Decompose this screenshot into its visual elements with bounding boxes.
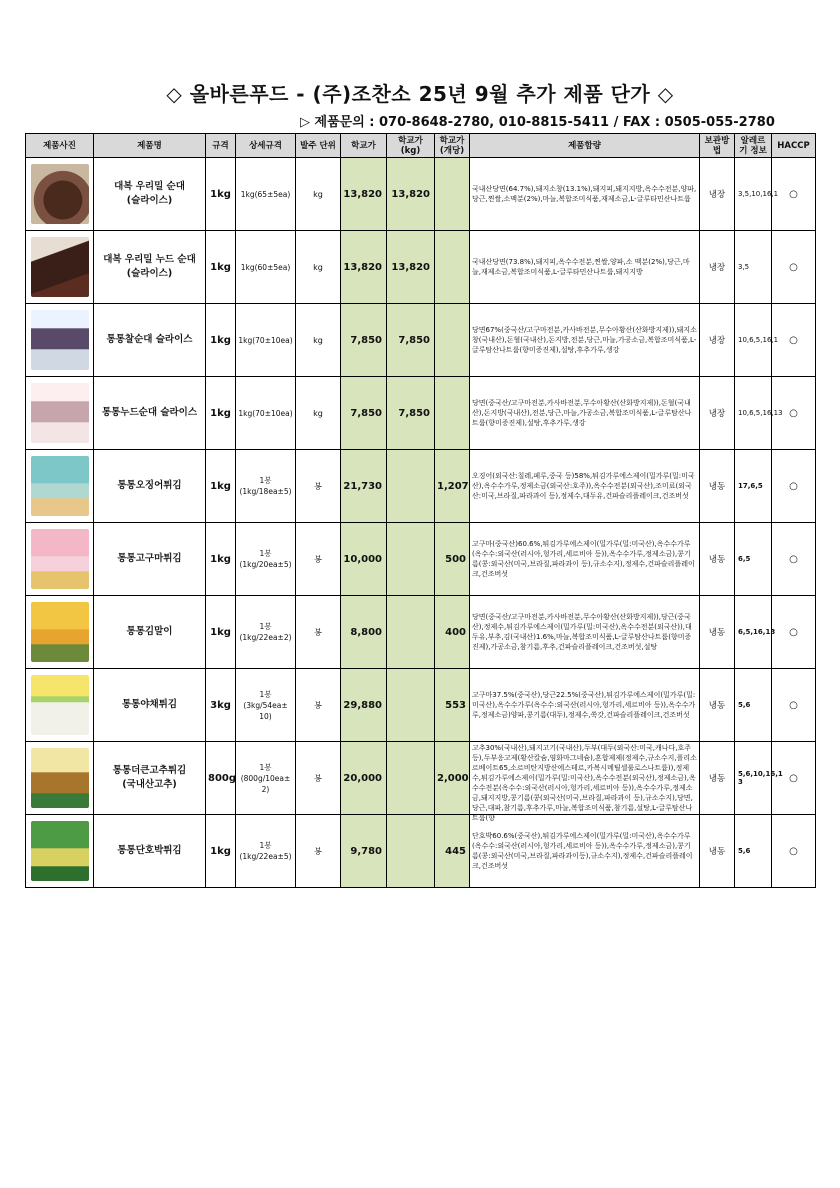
school-price-kg: [387, 669, 435, 742]
col-header-spec: 규격: [206, 134, 236, 158]
storage-method: 냉동: [700, 669, 735, 742]
ingredients-text: 국내산당면(64.7%),돼지소창(13.1%),돼지피,돼지지방,옥수수전분,양파,당근,찐쌀,소맥분(2%),마늘,복합조미식품,재제소금,L-글루타민산나트륨: [472, 185, 697, 203]
product-detail-spec: 1kg(60±5ea): [236, 231, 296, 304]
ingredients-text: 오징어(외국산:칠레,페루,중국 등)58%,튀김가루에스제이(밀가루(밀:미국산),옥수수가루,정제소금(외국산:호주)),옥수수전분(외국산),조미료(외국산:미국,브라질,파라과이 등),정제수,대두유,건파슬리플레이크,건조버섯: [472, 472, 695, 500]
haccp-mark: ○: [772, 231, 816, 304]
table-row: [26, 742, 816, 815]
order-unit: kg: [296, 377, 341, 450]
school-price: 13,820: [341, 231, 387, 304]
storage-method: 냉장: [700, 304, 735, 377]
product-detail-spec: 1kg(70±10ea): [236, 377, 296, 450]
school-price-kg: [387, 450, 435, 523]
ingredients: [470, 304, 700, 377]
allergy-info: 3,5: [735, 231, 772, 304]
col-header-price-each: 학교가 (개당): [435, 134, 470, 158]
school-price: 29,880: [341, 669, 387, 742]
product-spec: 1kg: [206, 450, 236, 523]
pumpkin-fritter-package-icon: [31, 821, 89, 881]
product-spec: 1kg: [206, 815, 236, 888]
order-unit: 봉: [296, 669, 341, 742]
school-price-each: 2,000: [435, 742, 470, 815]
product-name: 통통고구마튀김: [94, 523, 206, 596]
sundae-plate-photo-icon: [31, 164, 89, 224]
ingredients: [470, 450, 700, 523]
col-header-name: 제품명: [94, 134, 206, 158]
haccp-mark: ○: [772, 742, 816, 815]
haccp-mark: ○: [772, 523, 816, 596]
table-row: [26, 377, 816, 450]
storage-method: 냉동: [700, 450, 735, 523]
laver-roll-package-icon: [31, 602, 89, 662]
product-photo-cell: [26, 815, 94, 888]
sundae-slices-photo-icon: [31, 237, 89, 297]
school-price: 7,850: [341, 377, 387, 450]
page-title: ◇ 올바른푸드 - (주)조찬소 25년 9월 추가 제품 단가 ◇: [166, 82, 674, 106]
col-header-ingredients: 제품함량: [470, 134, 700, 158]
haccp-mark: ○: [772, 596, 816, 669]
col-header-detail: 상세규격: [236, 134, 296, 158]
table-row: [26, 669, 816, 742]
ingredients-text: 국내산당면(73.8%),돼지피,옥수수전분,찐쌀,양파,소 맥분(2%),당근,마늘,재제소금,복합조미식품,L-글루타민산나트륨,돼지지방: [472, 258, 690, 276]
storage-method: 냉동: [700, 596, 735, 669]
ingredients: [470, 669, 700, 742]
product-spec: 3kg: [206, 669, 236, 742]
storage-method: 냉동: [700, 815, 735, 888]
product-detail-spec: 1봉 (1kg/22ea±5): [236, 815, 296, 888]
school-price-each: 400: [435, 596, 470, 669]
product-name: 통통찰순대 슬라이스: [94, 304, 206, 377]
haccp-mark: ○: [772, 158, 816, 231]
table-row: [26, 231, 816, 304]
school-price: 9,780: [341, 815, 387, 888]
allergy-info: 10,6,5,16,13: [735, 377, 772, 450]
school-price: 13,820: [341, 158, 387, 231]
table-header-row: [26, 134, 816, 158]
product-photo-cell: [26, 523, 94, 596]
contact-info: ▷ 제품문의 : 070-8648-2780, 010-8815-5411 / FAX : 0505-055-2780: [300, 115, 775, 130]
school-price-kg: [387, 742, 435, 815]
school-price-each: 553: [435, 669, 470, 742]
school-price: 7,850: [341, 304, 387, 377]
product-detail-spec: 1봉 (1kg/20ea±5): [236, 523, 296, 596]
sweet-potato-fritter-package-icon: [31, 529, 89, 589]
school-price-kg: [387, 596, 435, 669]
squid-fritter-package-icon: [31, 456, 89, 516]
storage-method: 냉장: [700, 377, 735, 450]
ingredients-text: 고구마37.5%(중국산),당근22.5%(중국산),튀김가루에스제이(밀가루(밀:미국산),옥수수가루(옥수수:외국산(러시아,헝가리,세르비아 등)),옥수수가루,정제소금)양파,콩기름(대두),정제수,쑥갓,건파슬리플레이크,건조버섯: [472, 691, 696, 719]
storage-method: 냉장: [700, 231, 735, 304]
vegetable-fritter-package-icon: [31, 675, 89, 735]
school-price: 21,730: [341, 450, 387, 523]
order-unit: kg: [296, 158, 341, 231]
product-photo-cell: [26, 158, 94, 231]
storage-method: 냉동: [700, 742, 735, 815]
allergy-info: 5,6,10,16,1 3: [735, 742, 772, 815]
school-price-each: [435, 304, 470, 377]
table-row: [26, 523, 816, 596]
school-price-kg: 13,820: [387, 158, 435, 231]
ingredients-text: 고추30%(국내산),돼지고기(국내산),두부(대두(외국산:미국,캐나다,호주 등),두부응고제(황산칼슘,염화마그네슘),혼합제제(정제수,규소수지,폴리소르베이트65,소르비탄지방산에스테르,카복시메틸셀룰로스나트륨)),정제수,튀김가루에스제이(밀가루(밀:미국산),옥수수전분(외국산),정제소금),옥수수전분(옥수수:외국산(러시아,헝가리,세르비아 등)),옥수수가루,정제소금,돼지지방,콩기름(콩(외국산(미국,브라질,파라과이 등),규소수지),당면,당근,대파,참기름,후추가루,마늘,복합조미식품,참기름,설탕,L-글루탐산나트륨(향: [472, 744, 697, 822]
col-header-allergy: 알레르기 정보: [735, 134, 772, 158]
pepper-fritter-package-icon: [31, 748, 89, 808]
table-row: [26, 450, 816, 523]
col-header-price: 학교가: [341, 134, 387, 158]
allergy-info: 6,5: [735, 523, 772, 596]
order-unit: 봉: [296, 815, 341, 888]
haccp-mark: ○: [772, 304, 816, 377]
school-price-each: [435, 158, 470, 231]
product-name: 통통단호박튀김: [94, 815, 206, 888]
product-spec: 1kg: [206, 304, 236, 377]
order-unit: 봉: [296, 596, 341, 669]
school-price-kg: [387, 815, 435, 888]
haccp-mark: ○: [772, 669, 816, 742]
ingredients: [470, 815, 700, 888]
school-price-each: 445: [435, 815, 470, 888]
ingredients: [470, 231, 700, 304]
product-spec: 1kg: [206, 231, 236, 304]
ingredients-text: 당면(중국산/고구마전분,카사바전분,무수아황산(산화방지제)),돈혈(국내산),돈지방(국내산),전분,당근,마늘,가공소금,복합조미식품,L-글루탐산나트륨(향미증진제),설탕,후추가루,생강: [472, 399, 692, 427]
order-unit: 봉: [296, 523, 341, 596]
haccp-mark: ○: [772, 377, 816, 450]
product-photo-cell: [26, 377, 94, 450]
school-price-kg: 7,850: [387, 304, 435, 377]
allergy-info: 10,6,5,16,1: [735, 304, 772, 377]
ingredients: [470, 523, 700, 596]
product-spec: 800g: [206, 742, 236, 815]
table-row: [26, 596, 816, 669]
col-header-haccp: HACCP: [772, 134, 816, 158]
haccp-mark: ○: [772, 450, 816, 523]
ingredients-text: 단호박60.6%(중국산),튀김가루에스제이(밀가루(밀:미국산),옥수수가루(옥수수:외국산(러시아,헝가리,세르비아 등)),옥수수가루,정제소금),콩기름(콩:외국산(미국,브라질,파라과이등),규소수지),정제수,건파슬리플레이크,건조버섯: [472, 832, 693, 870]
school-price-each: [435, 377, 470, 450]
product-detail-spec: 1봉 (800g/10ea± 2): [236, 742, 296, 815]
product-name: 대복 우리밀 순대 (슬라이스): [94, 158, 206, 231]
product-detail-spec: 1kg(70±10ea): [236, 304, 296, 377]
price-table: [25, 133, 816, 888]
storage-method: 냉동: [700, 523, 735, 596]
school-price: 8,800: [341, 596, 387, 669]
school-price-kg: 13,820: [387, 231, 435, 304]
product-photo-cell: [26, 596, 94, 669]
product-name: 통통더큰고추튀김 (국내산고추): [94, 742, 206, 815]
col-header-price-kg: 학교가(kg): [387, 134, 435, 158]
order-unit: kg: [296, 304, 341, 377]
school-price-each: [435, 231, 470, 304]
table-row: [26, 304, 816, 377]
product-spec: 1kg: [206, 596, 236, 669]
ingredients-text: 고구마(중국산)60.6%,튀김가루에스제이(밀가루(밀:미국산),옥수수가루(옥수수:외국산(러시아,헝가리,세르비아 등)),옥수수가루,정제소금),콩기름(콩:외국산(미국,브라질,파라과이 등),규소수지),정제수,건파슬리플레이크,건조버섯: [472, 540, 695, 578]
school-price-kg: 7,850: [387, 377, 435, 450]
col-header-storage: 보관방법: [700, 134, 735, 158]
product-name: 통통누드순대 슬라이스: [94, 377, 206, 450]
order-unit: 봉: [296, 450, 341, 523]
product-detail-spec: 1봉 (1kg/18ea±5): [236, 450, 296, 523]
haccp-mark: ○: [772, 815, 816, 888]
product-spec: 1kg: [206, 523, 236, 596]
product-detail-spec: 1봉 (3kg/54ea± 10): [236, 669, 296, 742]
product-photo-cell: [26, 450, 94, 523]
product-photo-cell: [26, 304, 94, 377]
product-photo-cell: [26, 231, 94, 304]
product-detail-spec: 1봉 (1kg/22ea±2): [236, 596, 296, 669]
product-name: 통통김말이: [94, 596, 206, 669]
school-price: 20,000: [341, 742, 387, 815]
product-name: 대복 우리밀 누드 순대 (슬라이스): [94, 231, 206, 304]
product-photo-cell: [26, 669, 94, 742]
product-spec: 1kg: [206, 377, 236, 450]
product-name: 통통야채튀김: [94, 669, 206, 742]
tongtong-nude-sundae-package-icon: [31, 383, 89, 443]
tongtong-sundae-package-icon: [31, 310, 89, 370]
col-header-photo: 제품사진: [26, 134, 94, 158]
school-price-each: 1,207: [435, 450, 470, 523]
product-spec: 1kg: [206, 158, 236, 231]
allergy-info: 5,6: [735, 815, 772, 888]
product-name: 통통오징어튀김: [94, 450, 206, 523]
ingredients: [470, 158, 700, 231]
allergy-info: 5,6: [735, 669, 772, 742]
ingredients: [470, 596, 700, 669]
order-unit: 봉: [296, 742, 341, 815]
allergy-info: 3,5,10,16,1: [735, 158, 772, 231]
ingredients-text: 당면67%(중국산/고구마전분,카사바전분,무수아황산(산화방지제)),돼지소창(국내산),돈혈(국내산),돈지방,전분,당근,마늘,가공소금,복합조미식품,L-글루탐산나트륨(향미증진제),설탕,후추가루,생강: [472, 326, 697, 354]
table-row: [26, 815, 816, 888]
school-price-each: 500: [435, 523, 470, 596]
ingredients: [470, 742, 700, 822]
allergy-info: 6,5,16,13: [735, 596, 772, 669]
product-detail-spec: 1kg(65±5ea): [236, 158, 296, 231]
product-photo-cell: [26, 742, 94, 815]
storage-method: 냉장: [700, 158, 735, 231]
ingredients-text: 당면(중국산/고구마전분,카사바전분,무수아황산(산화방지제)),당근(중국산),정제수,튀김가루에스제이(밀가루(밀:미국산),옥수수전분(외국산)),대두유,부추,김(국내산)1.6%,마늘,복합조미식품,L-글루탐산나트륨(향미증진제),가공소금,참기름,후추,건파슬리플레이크,건조버섯,설탕: [472, 613, 692, 651]
ingredients: [470, 377, 700, 450]
allergy-info: 17,6,5: [735, 450, 772, 523]
col-header-unit: 발주 단위: [296, 134, 341, 158]
order-unit: kg: [296, 231, 341, 304]
table-row: [26, 158, 816, 231]
school-price: 10,000: [341, 523, 387, 596]
school-price-kg: [387, 523, 435, 596]
